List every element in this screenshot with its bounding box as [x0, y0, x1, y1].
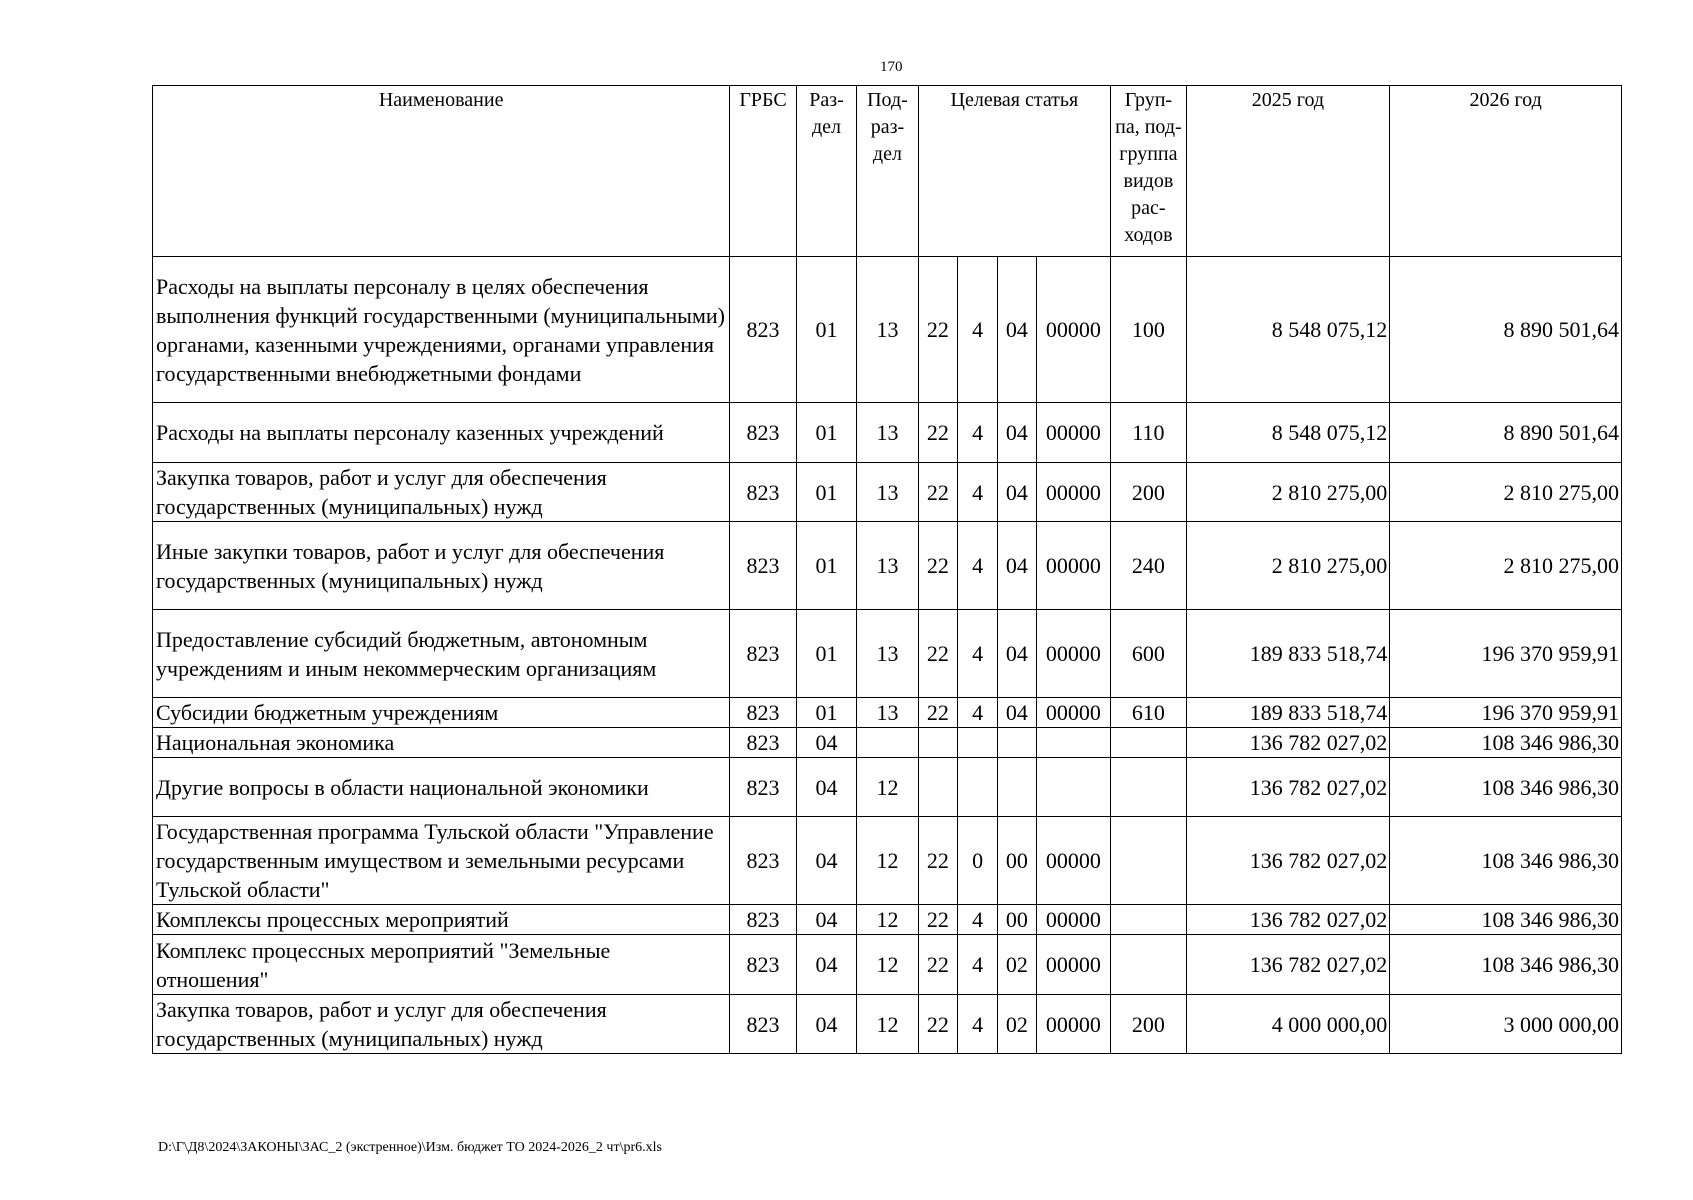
- row-target-subprogram: 04: [998, 403, 1036, 463]
- row-podrazdel: 12: [857, 935, 918, 995]
- row-podrazdel: 13: [857, 403, 918, 463]
- row-target-direction: 00000: [1036, 995, 1111, 1054]
- row-target-subprogram: 02: [998, 935, 1036, 995]
- row-target-type: 4: [957, 522, 997, 610]
- row-target-program: [918, 728, 957, 758]
- row-target-program: 22: [918, 463, 957, 522]
- row-target-type: 4: [957, 463, 997, 522]
- table-row: [153, 698, 1622, 728]
- row-target-subprogram: 00: [998, 817, 1036, 905]
- row-target-program: 22: [918, 257, 957, 403]
- row-expense-group: [1111, 935, 1187, 995]
- row-name: Национальная экономика: [153, 728, 730, 758]
- row-target-program: 22: [918, 817, 957, 905]
- row-target-subprogram: 00: [998, 905, 1036, 935]
- row-name: Субсидии бюджетным учреждениям: [153, 698, 730, 728]
- row-amount-2026: 196 370 959,91: [1390, 610, 1622, 698]
- header-2026: [1390, 86, 1622, 257]
- table-row: [153, 995, 1622, 1054]
- row-expense-group: [1111, 905, 1187, 935]
- header-2026-label: 2026 год: [1469, 89, 1542, 111]
- row-razdel: 04: [796, 728, 856, 758]
- row-razdel: 01: [796, 403, 856, 463]
- row-target-program: 22: [918, 995, 957, 1054]
- header-razdel: [796, 86, 856, 257]
- row-amount-2025: 136 782 027,02: [1186, 905, 1390, 935]
- row-target-type: 4: [957, 403, 997, 463]
- row-podrazdel: 13: [857, 522, 918, 610]
- header-grbs: [730, 86, 796, 257]
- row-podrazdel: 12: [857, 995, 918, 1054]
- row-target-subprogram: 04: [998, 610, 1036, 698]
- row-expense-group: 600: [1111, 610, 1187, 698]
- row-razdel: 04: [796, 758, 856, 817]
- row-target-direction: 00000: [1036, 463, 1111, 522]
- row-expense-group: 240: [1111, 522, 1187, 610]
- header-group-label: Груп- па, под- группа видов рас- ходов: [1115, 89, 1182, 246]
- row-grbs: 823: [730, 758, 796, 817]
- row-target-subprogram: 04: [998, 698, 1036, 728]
- row-target-type: 4: [957, 610, 997, 698]
- row-amount-2026: 108 346 986,30: [1390, 758, 1622, 817]
- table-row: [153, 522, 1622, 610]
- row-target-subprogram: 04: [998, 522, 1036, 610]
- header-podrazdel-label: Под- раз- дел: [867, 89, 908, 165]
- row-amount-2026: 2 810 275,00: [1390, 522, 1622, 610]
- header-target-label: Целевая статья: [950, 89, 1079, 111]
- row-grbs: 823: [730, 610, 796, 698]
- row-grbs: 823: [730, 995, 796, 1054]
- row-target-type: 4: [957, 935, 997, 995]
- row-grbs: 823: [730, 935, 796, 995]
- row-target-program: 22: [918, 522, 957, 610]
- row-amount-2025: 136 782 027,02: [1186, 758, 1390, 817]
- row-amount-2025: 4 000 000,00: [1186, 995, 1390, 1054]
- row-target-type: [957, 758, 997, 817]
- row-podrazdel: 12: [857, 758, 918, 817]
- row-podrazdel: [857, 728, 918, 758]
- header-name-label: Наименование: [378, 89, 504, 111]
- row-target-direction: 00000: [1036, 610, 1111, 698]
- row-razdel: 01: [796, 463, 856, 522]
- row-amount-2026: 108 346 986,30: [1390, 817, 1622, 905]
- row-target-program: 22: [918, 905, 957, 935]
- row-name: Государственная программа Тульской области "Управление государственным имуществом и земельными ресурсами Тульской области": [153, 817, 730, 905]
- row-target-direction: 00000: [1036, 935, 1111, 995]
- table-row: [153, 403, 1622, 463]
- row-name: Другие вопросы в области национальной экономики: [153, 758, 730, 817]
- budget-table: [152, 85, 1622, 1054]
- row-target-type: 4: [957, 995, 997, 1054]
- row-razdel: 01: [796, 257, 856, 403]
- row-grbs: 823: [730, 698, 796, 728]
- row-target-direction: 00000: [1036, 698, 1111, 728]
- row-amount-2025: 2 810 275,00: [1186, 463, 1390, 522]
- row-razdel: 04: [796, 995, 856, 1054]
- row-target-subprogram: 02: [998, 995, 1036, 1054]
- row-amount-2026: 2 810 275,00: [1390, 463, 1622, 522]
- table-row: [153, 905, 1622, 935]
- table-row: [153, 610, 1622, 698]
- row-target-direction: [1036, 758, 1111, 817]
- row-target-program: 22: [918, 403, 957, 463]
- header-razdel-label: Раз- дел: [809, 89, 844, 138]
- header-podrazdel: [857, 86, 918, 257]
- header-target: [918, 86, 1110, 257]
- row-name: Расходы на выплаты персоналу казенных учреждений: [153, 403, 730, 463]
- page-number: 170: [880, 59, 903, 75]
- row-amount-2026: 8 890 501,64: [1390, 403, 1622, 463]
- row-amount-2026: 196 370 959,91: [1390, 698, 1622, 728]
- row-razdel: 04: [796, 935, 856, 995]
- row-target-direction: 00000: [1036, 257, 1111, 403]
- row-amount-2026: 108 346 986,30: [1390, 728, 1622, 758]
- row-grbs: 823: [730, 728, 796, 758]
- row-name: Иные закупки товаров, работ и услуг для обеспечения государственных (муниципальных) нужд: [153, 522, 730, 610]
- row-razdel: 01: [796, 610, 856, 698]
- row-amount-2025: 136 782 027,02: [1186, 728, 1390, 758]
- row-target-direction: 00000: [1036, 522, 1111, 610]
- table-row: [153, 817, 1622, 905]
- table-row: [153, 758, 1622, 817]
- row-target-program: 22: [918, 935, 957, 995]
- row-target-subprogram: 04: [998, 463, 1036, 522]
- row-podrazdel: 12: [857, 817, 918, 905]
- row-podrazdel: 12: [857, 905, 918, 935]
- row-podrazdel: 13: [857, 257, 918, 403]
- row-name: Закупка товаров, работ и услуг для обеспечения государственных (муниципальных) нужд: [153, 995, 730, 1054]
- row-target-subprogram: 04: [998, 257, 1036, 403]
- row-name: Предоставление субсидий бюджетным, автономным учреждениям и иным некоммерческим организациям: [153, 610, 730, 698]
- row-target-direction: 00000: [1036, 905, 1111, 935]
- row-name: Расходы на выплаты персоналу в целях обеспечения выполнения функций государственными (муниципальными) органами, казенными учреждениями, органами управления государственными внебюджетными фондами: [153, 257, 730, 403]
- table-row: [153, 728, 1622, 758]
- row-razdel: 01: [796, 522, 856, 610]
- file-path: D:\Г\Д8\2024\ЗАКОНЫ\ЗАС_2 (экстренное)\Изм. бюджет ТО 2024-2026_2 чт\pr6.xls: [158, 1140, 662, 1155]
- header-2025-label: 2025 год: [1251, 89, 1325, 111]
- row-target-type: 4: [957, 257, 997, 403]
- row-amount-2025: 2 810 275,00: [1186, 522, 1390, 610]
- table-row: [153, 257, 1622, 403]
- row-amount-2025: 189 833 518,74: [1186, 698, 1390, 728]
- header-name: [153, 86, 730, 257]
- row-target-subprogram: [998, 728, 1036, 758]
- row-target-program: 22: [918, 610, 957, 698]
- row-name: Закупка товаров, работ и услуг для обеспечения государственных (муниципальных) нужд: [153, 463, 730, 522]
- row-target-direction: 00000: [1036, 403, 1111, 463]
- row-amount-2025: 8 548 075,12: [1186, 403, 1390, 463]
- table-row: [153, 935, 1622, 995]
- header-group: [1111, 86, 1187, 257]
- row-target-program: [918, 758, 957, 817]
- row-expense-group: [1111, 728, 1187, 758]
- row-podrazdel: 13: [857, 463, 918, 522]
- row-target-type: 4: [957, 905, 997, 935]
- row-amount-2026: 3 000 000,00: [1390, 995, 1622, 1054]
- row-amount-2026: 8 890 501,64: [1390, 257, 1622, 403]
- row-expense-group: 100: [1111, 257, 1187, 403]
- row-podrazdel: 13: [857, 610, 918, 698]
- row-grbs: 823: [730, 403, 796, 463]
- row-razdel: 04: [796, 905, 856, 935]
- row-grbs: 823: [730, 463, 796, 522]
- row-amount-2025: 136 782 027,02: [1186, 935, 1390, 995]
- row-razdel: 04: [796, 817, 856, 905]
- header-grbs-label: ГРБС: [739, 89, 787, 111]
- row-amount-2026: 108 346 986,30: [1390, 905, 1622, 935]
- row-target-type: 4: [957, 698, 997, 728]
- row-name: Комплекс процессных мероприятий "Земельные отношения": [153, 935, 730, 995]
- row-expense-group: 200: [1111, 995, 1187, 1054]
- row-amount-2025: 189 833 518,74: [1186, 610, 1390, 698]
- header-row: [153, 86, 1622, 257]
- row-grbs: 823: [730, 257, 796, 403]
- row-name: Комплексы процессных мероприятий: [153, 905, 730, 935]
- row-expense-group: 610: [1111, 698, 1187, 728]
- row-razdel: 01: [796, 698, 856, 728]
- row-target-direction: 00000: [1036, 817, 1111, 905]
- row-target-subprogram: [998, 758, 1036, 817]
- row-expense-group: 110: [1111, 403, 1187, 463]
- row-expense-group: [1111, 817, 1187, 905]
- row-target-type: [957, 728, 997, 758]
- row-expense-group: 200: [1111, 463, 1187, 522]
- row-target-direction: [1036, 728, 1111, 758]
- row-expense-group: [1111, 758, 1187, 817]
- row-amount-2025: 8 548 075,12: [1186, 257, 1390, 403]
- row-amount-2025: 136 782 027,02: [1186, 817, 1390, 905]
- row-grbs: 823: [730, 522, 796, 610]
- row-grbs: 823: [730, 905, 796, 935]
- row-target-type: 0: [957, 817, 997, 905]
- row-podrazdel: 13: [857, 698, 918, 728]
- row-grbs: 823: [730, 817, 796, 905]
- table-row: [153, 463, 1622, 522]
- row-amount-2026: 108 346 986,30: [1390, 935, 1622, 995]
- row-target-program: 22: [918, 698, 957, 728]
- header-2025: [1186, 86, 1390, 257]
